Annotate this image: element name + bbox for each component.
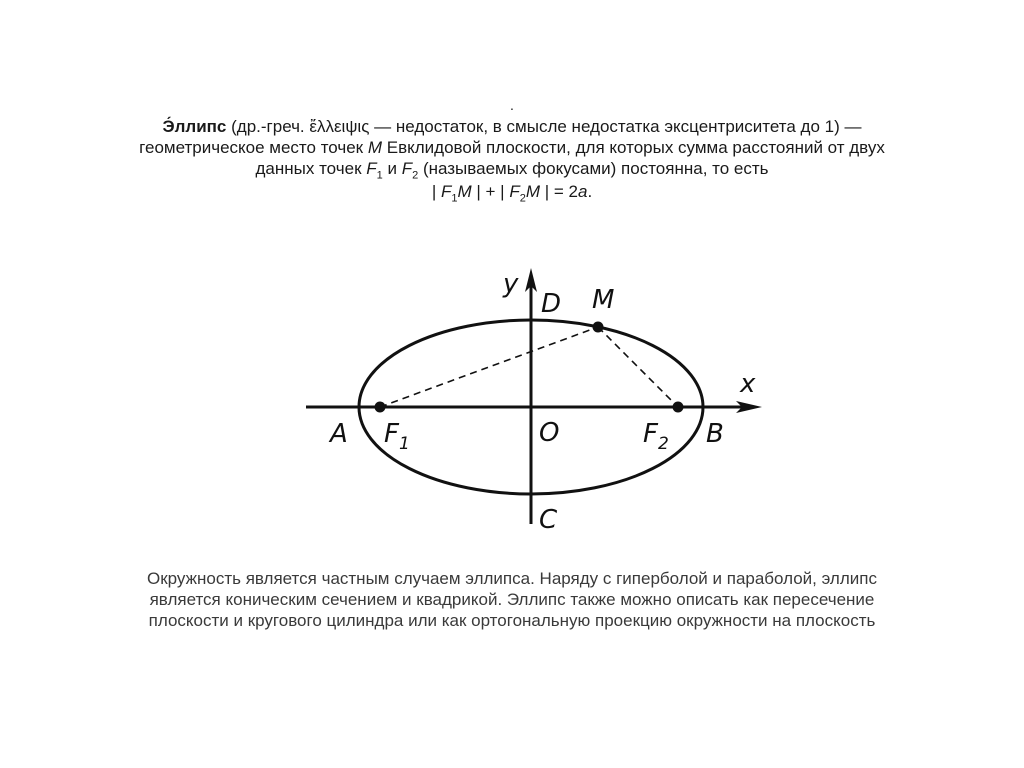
formula-middle: | + | — [471, 182, 510, 201]
focus-2-diagram-subscript: 2 — [657, 434, 669, 454]
formula-f2-sub: 2 — [519, 192, 526, 205]
focus-1-diagram-letter: F — [384, 419, 399, 449]
focus-2-diagram-letter: F — [643, 419, 658, 449]
focus-1-point — [375, 402, 386, 413]
focus-2-subscript: 2 — [412, 169, 419, 182]
point-m-label: M — [367, 138, 383, 157]
header-dot: . — [510, 97, 514, 113]
focus-2-label — [643, 419, 669, 454]
formula-end: . — [587, 182, 593, 201]
y-axis-label: y — [503, 269, 519, 299]
definition-part-1: (др.-греч. ἔλλειψις — недостаток, в смысле недостатка эксцентриситета до 1) — геометрическое место точек — [139, 117, 862, 157]
origin-label: O — [539, 418, 560, 448]
definition-conjunction: и — [382, 159, 402, 178]
focus-1-label — [384, 419, 410, 454]
focus-2-letter: F — [401, 159, 413, 178]
point-c-label: C — [539, 505, 558, 532]
point-d-label: D — [541, 289, 562, 319]
description-paragraph: Окружность является частным случаем эллипса. Наряду с гиперболой и параболой, эллипс является коническим сечением и квадрикой. Эллипс также можно описать как пересечение плоскости и кругового цилиндра или как ортогональную проекцию окружности на плоскость — [147, 569, 877, 630]
point-m — [593, 322, 604, 333]
formula-open: | — [431, 182, 441, 201]
focus-1-subscript: 1 — [376, 169, 383, 182]
formula-f2: F — [509, 182, 520, 201]
formula-f1-sub: 1 — [451, 192, 458, 205]
focus-2-point — [673, 402, 684, 413]
formula — [112, 181, 912, 205]
point-a-label: A — [330, 419, 348, 449]
definition-text — [112, 116, 912, 182]
term-title: Э́ллипс — [162, 117, 227, 136]
formula-m2: M — [525, 182, 540, 201]
formula-m1: M — [457, 182, 472, 201]
ellipse-diagram — [300, 262, 780, 532]
point-b-label: B — [706, 419, 724, 449]
definition-block — [112, 116, 912, 205]
definition-part-2: Евклидовой плоскости, для которых сумма расстояний от двух данных точек — [255, 138, 885, 178]
definition-part-3: (называемых фокусами) постоянна, то есть — [418, 159, 769, 178]
formula-a: a — [577, 182, 588, 201]
focus1-to-m-segment — [380, 327, 598, 407]
point-m-diagram-label: M — [592, 285, 615, 315]
formula-close: | = 2 — [540, 182, 578, 201]
focus-1-diagram-subscript: 1 — [398, 434, 410, 454]
x-axis-label: x — [740, 369, 756, 399]
formula-f1: F — [440, 182, 452, 201]
focus-1-letter: F — [366, 159, 377, 178]
